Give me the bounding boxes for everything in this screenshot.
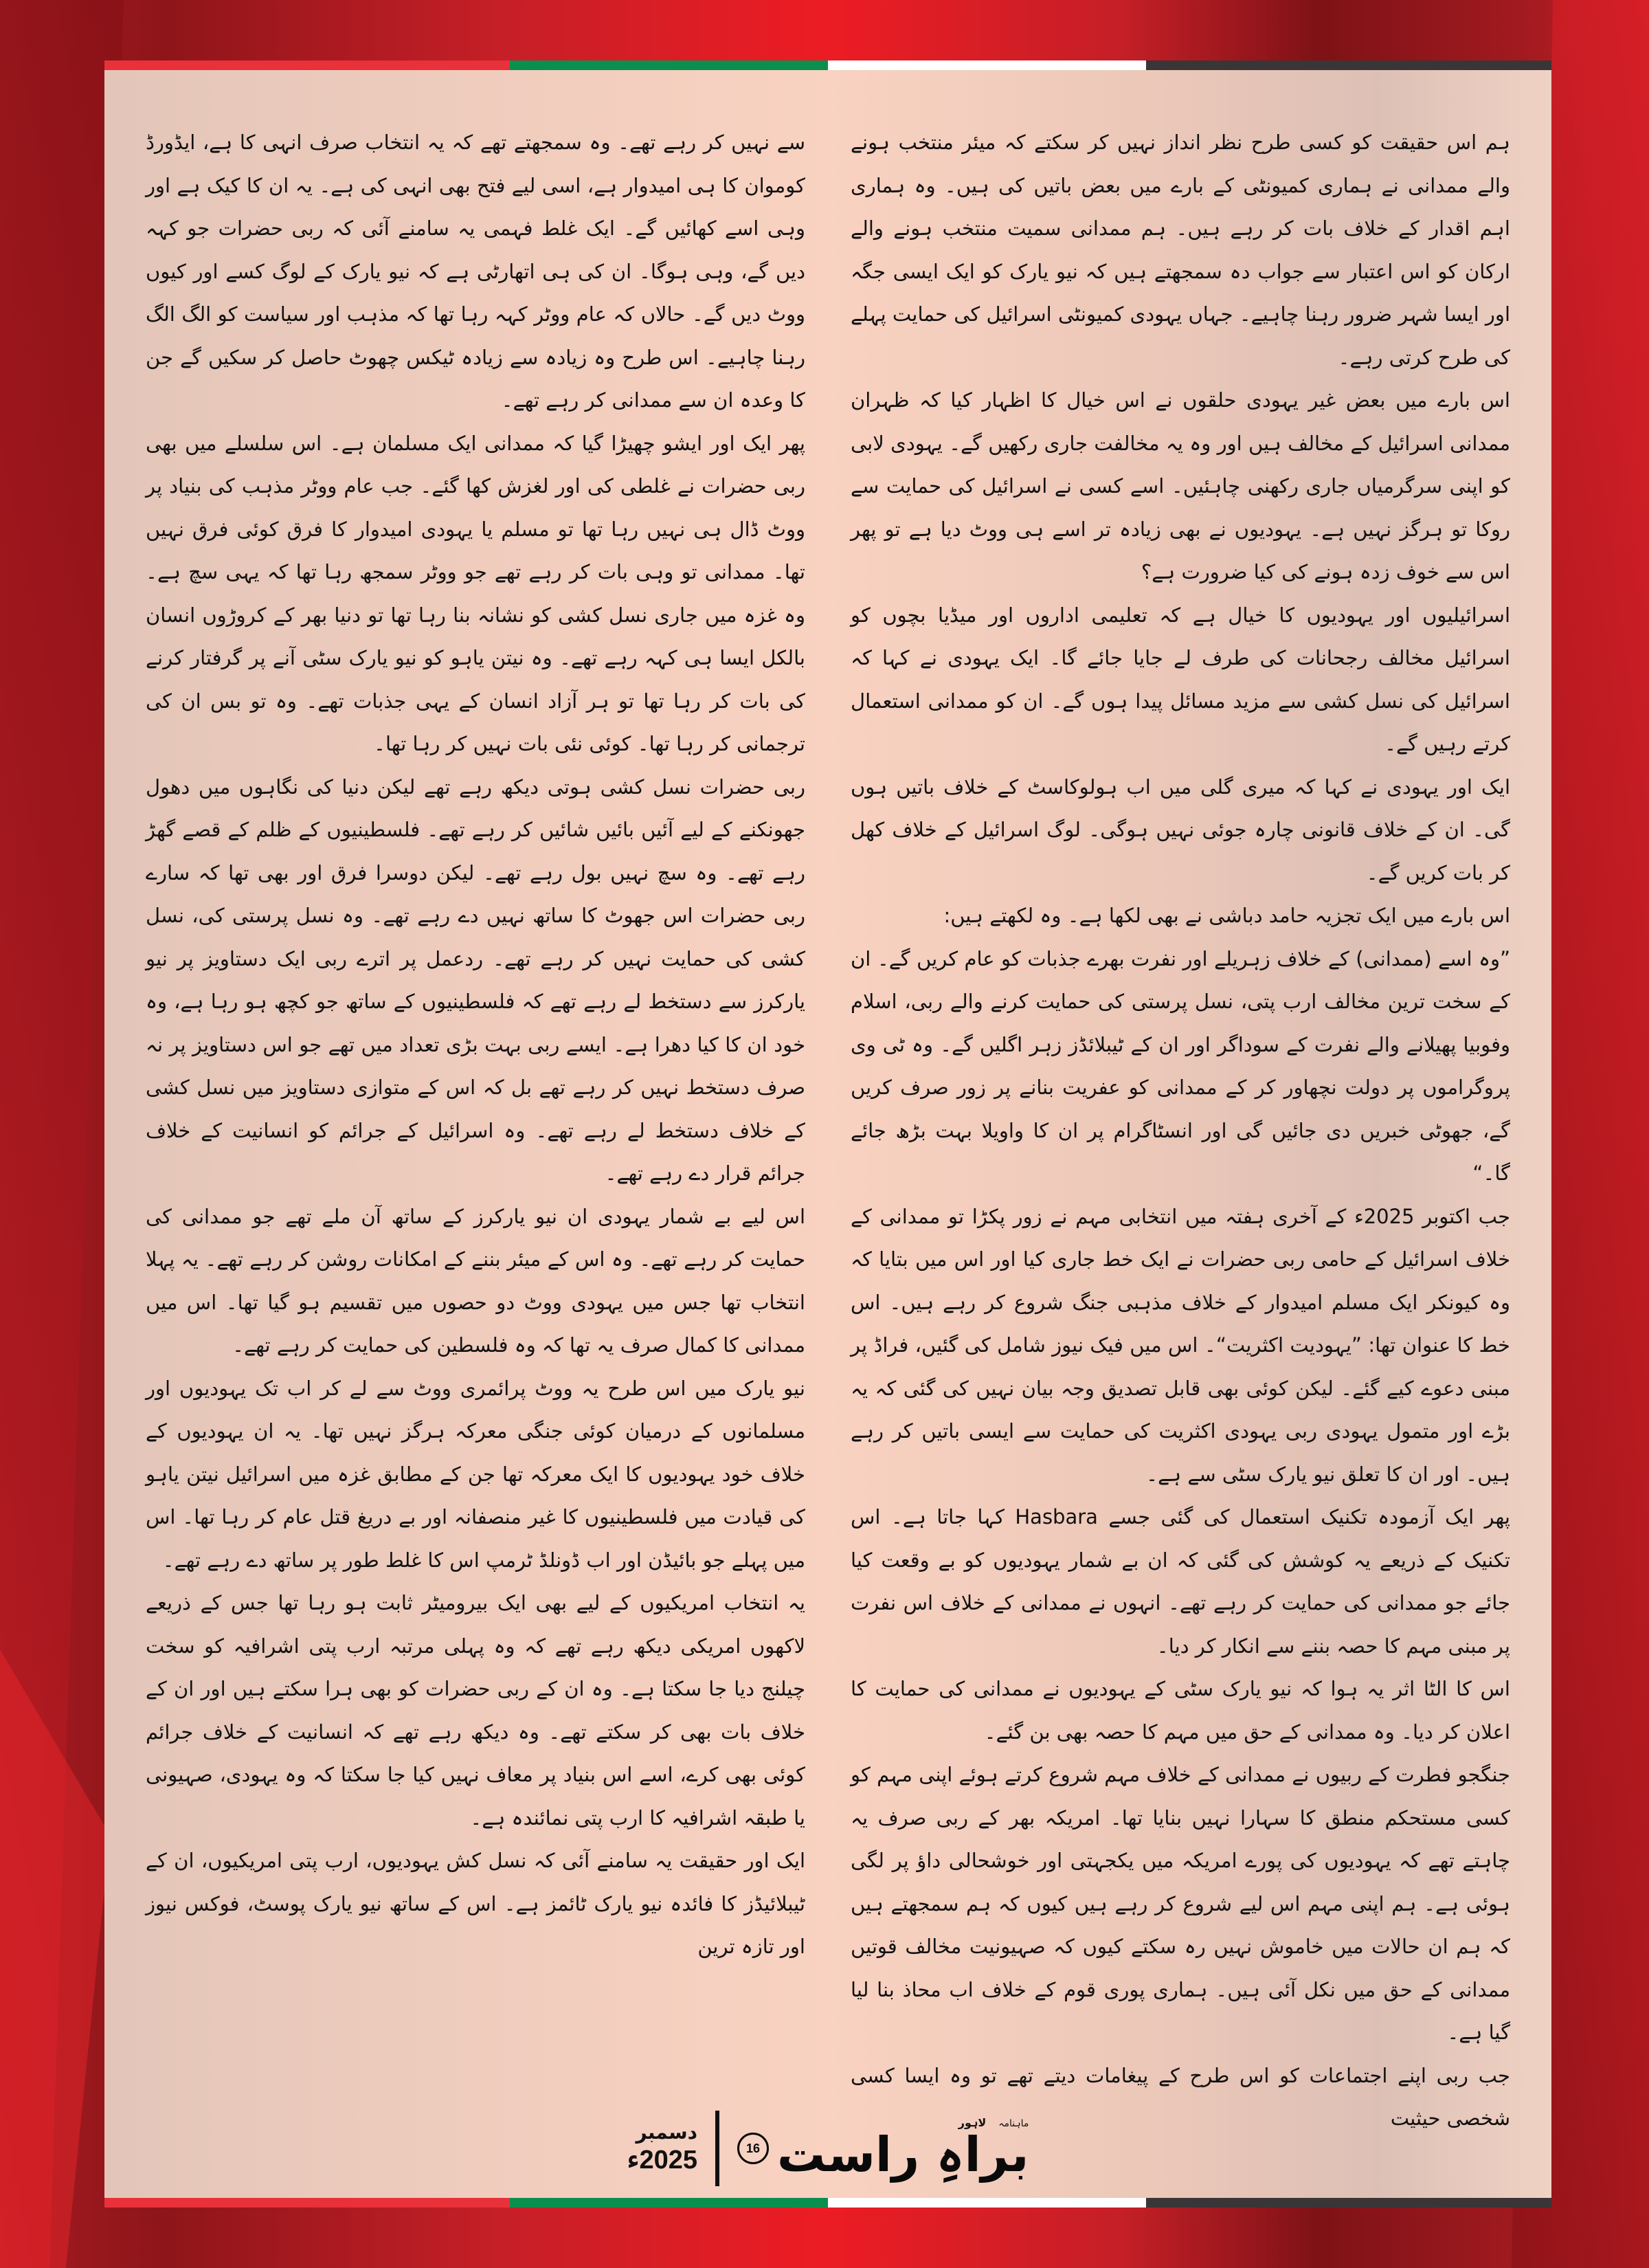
paragraph: اس بارے میں بعض غیر یہودی حلقوں نے اس خیال کا اظہار کیا کہ ظہران ممدانی اسرائیل کے مخالف ہیں اور وہ یہ مخالفت جاری رکھیں گے۔ یہودی لابی کو اپنی سرگرمیاں جاری رکھنی چاہئیں۔ اسے کسی نے اسرائیل کی حمایت سے روکا تو ہرگز نہیں ہے۔ یہودیوں نے بھی زیادہ تر اسے ہی ووٹ دیا ہے تو پھر اس سے خوف زدہ ہونے کی کیا ضرورت ہے؟ — [851, 388, 1510, 583]
masthead-city: لاہور — [958, 2116, 987, 2130]
page-number-badge: 16 — [737, 2133, 769, 2164]
color-bar-white — [828, 2198, 1146, 2208]
color-bar-green — [510, 60, 828, 70]
paragraph: ہم اس حقیقت کو کسی طرح نظر انداز نہیں کر سکتے کہ میئر منتخب ہونے والے ممدانی نے ہماری کمیونٹی کے بارے میں بعض باتیں کی ہیں۔ وہ ہماری اہم اقدار کے خلاف بات کر رہے ہیں۔ ہم ممدانی سمیت منتخب ہونے والے ارکان کو اس اعتبار سے جواب دہ سمجھتے ہیں کہ نیو یارک کو ایک ایسی جگہ اور ایسا شہر ضرور رہنا چاہیے۔ جہاں یہودی کمیونٹی اسرائیل کی حمایت پہلے کی طرح کرتی رہے۔ — [851, 131, 1510, 369]
masthead-tagline: ماہنامہ — [998, 2118, 1029, 2130]
top-color-bar — [104, 60, 1551, 70]
color-bar-white — [828, 60, 1146, 70]
paragraph: جب اکتوبر 2025ء کے آخری ہفتہ میں انتخابی مہم نے زور پکڑا تو ممدانی کے خلاف اسرائیل کے حامی ربی حضرات نے ایک خط جاری کیا اور اس میں بتایا کہ وہ کیونکر ایک مسلم امیدوار کے خلاف مذہبی جنگ شروع کر رہے ہیں۔ اس خط کا عنوان تھا: ”یہودیت اکثریت“۔ اس میں فیک نیوز شامل کی گئیں، فراڈ پر مبنی دعوے کیے گئے۔ لیکن کوئی بھی قابل تصدیق وجہ بیان نہیں کی گئی کہ یہ بڑے اور متمول یہودی ربی یہودی اکثریت کی حمایت سے ایسی باتیں کر رہے ہیں۔ اور ان کا تعلق نیو یارک سٹی سے ہے۔ — [851, 1204, 1510, 1486]
paragraph: ایک اور یہودی نے کہا کہ میری گلی میں اب ہولوکاسٹ کے خلاف باتیں ہوں گی۔ ان کے خلاف قانونی چارہ جوئی نہیں ہوگی۔ لوگ اسرائیل کے خلاف کھل کر بات کریں گے۔ — [851, 775, 1510, 885]
paragraph: یہ انتخاب امریکیوں کے لیے بھی ایک بیرومیٹر ثابت ہو رہا تھا جس کے ذریعے لاکھوں امریکی دیکھ رہے تھے کہ وہ پہلی مرتبہ ارب پتی اشرافیہ کو سخت چیلنج دیا جا سکتا ہے۔ وہ ان کے ربی حضرات کو بھی ہرا سکتے ہیں اور ان کے خلاف بات بھی کر سکتے تھے۔ وہ دیکھ رہے تھے کہ انسانیت کے خلاف جرائم کوئی بھی کرے، اسے اس بنیاد پر معاف نہیں کیا جا سکتا کہ وہ یہودی، صہیونی یا طبقہ اشرافیہ کا ارب پتی نمائندہ ہے۔ — [146, 1591, 805, 1830]
paragraph: پھر ایک اور ایشو چھیڑا گیا کہ ممدانی ایک مسلمان ہے۔ اس سلسلے میں بھی ربی حضرات نے غلطی کی اور لغزش کھا گئے۔ جب عام ووٹر مذہب کی بنیاد پر ووٹ ڈال ہی نہیں رہا تھا تو مسلم یا یہودی امیدوار کا فرق کوئی فرق نہیں تھا۔ ممدانی تو وہی بات کر رہے تھے جو ووٹر سمجھ رہا تھا کہ یہی سچ ہے۔ وہ غزہ میں جاری نسل کشی کو نشانہ بنا رہا تھا تو دنیا بھر کے کروڑوں انسان بالکل ایسا ہی کہہ رہے تھے۔ وہ نیتن یاہو کو نیو یارک سٹی آنے پر گرفتار کرنے کی بات کر رہا تھا تو ہر آزاد انسان کے یہی جذبات تھے۔ وہ تو بس ان کی ترجمانی کر رہا تھا۔ کوئی نئی بات نہیں کر رہا تھا۔ — [146, 431, 805, 755]
paragraph: سے نہیں کر رہے تھے۔ وہ سمجھتے تھے کہ یہ انتخاب صرف انہی کا ہے، ایڈورڈ کوموان کا ہی امیدوار ہے، اسی لیے فتح بھی انہی کی ہے۔ یہ ان کا کیک ہے اور وہی اسے کھائیں گے۔ ایک غلط فہمی یہ سامنے آئی کہ ربی حضرات جو کہہ دیں گے، وہی ہوگا۔ ان کی ہی اتھارٹی ہے کہ نیو یارک کے لوگ کسے اور کیوں ووٹ دیں گے۔ حالاں کہ عام ووٹر کہہ رہا تھا کہ مذہب اور سیاست کو الگ الگ رہنا چاہیے۔ اس طرح وہ زیادہ سے زیادہ ٹیکس چھوٹ حاصل کر سکیں گے جن کا وعدہ ان سے ممدانی کر رہے تھے۔ — [146, 131, 805, 412]
paragraph: پھر ایک آزمودہ تکنیک استعمال کی گئی جسے Hasbara کہا جاتا ہے۔ اس تکنیک کے ذریعے یہ کوشش کی گئی کہ ان بے شمار یہودیوں کو بے وقعت کیا جائے جو ممدانی کی حمایت کر رہے تھے۔ انہوں نے ممدانی کے خلاف اس نفرت پر مبنی مہم کا حصہ بننے سے انکار کر دیا۔ — [851, 1505, 1510, 1658]
color-bar-dark — [1146, 60, 1551, 70]
paragraph: اس لیے بے شمار یہودی ان نیو یارکرز کے ساتھ آن ملے تھے جو ممدانی کی حمایت کر رہے تھے۔ وہ اس کے میئر بننے کے امکانات روشن کر رہے تھے۔ یہ پہلا انتخاب تھا جس میں یہودی ووٹ دو حصوں میں تقسیم ہو گیا تھا۔ اس میں ممدانی کا کمال صرف یہ تھا کہ وہ فلسطین کی حمایت کر رہے تھے۔ — [146, 1204, 805, 1357]
color-bar-dark — [1146, 2198, 1551, 2208]
paragraph: جنگجو فطرت کے ربیوں نے ممدانی کے خلاف مہم شروع کرتے ہوئے اپنی مہم کو کسی مستحکم منطق کا سہارا نہیں بنایا تھا۔ امریکہ بھر کے ربی صرف یہ چاہتے تھے کہ یہودیوں کی پورے امریکہ میں یکجہتی اور خوشحالی داؤ پر لگی ہوئی ہے۔ ہم اپنی مہم اس لیے شروع کر رہے ہیں کیوں کہ ہم سمجھتے ہیں کہ ہم ان حالات میں خاموش نہیں رہ سکتے کیوں کہ صہیونیت مخالف قوتیں ممدانی کے حق میں نکل آئی ہیں۔ ہماری پوری قوم کے خلاف اب محاذ بنا لیا گیا ہے۔ — [851, 1763, 1510, 2044]
paragraph: نیو یارک میں اس طرح یہ ووٹ پرائمری ووٹ سے لے کر اب تک یہودیوں اور مسلمانوں کے درمیان کوئی جنگی معرکہ ہرگز نہیں تھا۔ یہ ان یہودیوں کے خلاف خود یہودیوں کا ایک معرکہ تھا جن کے مطابق غزہ میں اسرائیل نیتن یاہو کی قیادت میں فلسطینیوں کا غیر منصفانہ اور بے دریغ قتل عام کر رہا تھا۔ اس میں پہلے جو بائیڈن اور اب ڈونلڈ ٹرمپ اس کا غلط طور پر ساتھ دے رہے تھے۔ — [146, 1376, 805, 1572]
page-footer — [104, 2100, 1551, 2197]
paragraph: ربی حضرات نسل کشی ہوتی دیکھ رہے تھے لیکن دنیا کی نگاہوں میں دھول جھونکنے کے لیے آئیں بائیں شائیں کر رہے تھے۔ فلسطینیوں کے ظلم کے قصے گھڑ رہے تھے۔ وہ سچ نہیں بول رہے تھے۔ لیکن دوسرا فرق اور بھی تھا کہ سارے ربی حضرات اس جھوٹ کا ساتھ نہیں دے رہے تھے۔ وہ نسل پرستی کی، نسل کشی کی حمایت نہیں کر رہے تھے۔ ردعمل پر اترے ربی ایک دستاویز پر نیو یارکرز سے دستخط لے رہے تھے کہ فلسطینیوں کے ساتھ جو کچھ ہو رہا ہے، وہ خود ان کا کیا دھرا ہے۔ ایسے ربی بہت بڑی تعداد میں تھے جو اس دستاویز پر نہ صرف دستخط نہیں کر رہے تھے بل کہ اس کے متوازی دستاویز میں نسل کشی کے خلاف دستخط لے رہے تھے۔ وہ اسرائیل کے جرائم کو انسانیت کے خلاف جرائم قرار دے رہے تھے۔ — [146, 775, 805, 1185]
bottom-color-bar — [104, 2198, 1551, 2208]
paragraph: ایک اور حقیقت یہ سامنے آئی کہ نسل کش یہودیوں، ارب پتی امریکیوں، ان کے ٹیبلائیڈز کا فائدہ نیو یارک ٹائمز ہے۔ اس کے ساتھ نیو یارک پوسٹ، فوکس نیوز اور تازہ ترین — [146, 1849, 805, 1958]
magazine-page — [104, 60, 1551, 2208]
footer-divider — [715, 2111, 719, 2186]
paragraph: اس کا الٹا اثر یہ ہوا کہ نیو یارک سٹی کے یہودیوں نے ممدانی کی حمایت کا اعلان کر دیا۔ وہ ممدانی کے حق میں مہم کا حصہ بھی بن گئے۔ — [851, 1677, 1510, 1744]
issue-month: دسمبر — [636, 2121, 697, 2144]
paragraph: اسرائیلیوں اور یہودیوں کا خیال ہے کہ تعلیمی اداروں اور میڈیا بچوں کو اسرائیل مخالف رجحانات کی طرف لے جایا جائے گا۔ ایک یہودی نے کہا کہ اسرائیل کی نسل کشی سے مزید مسائل پیدا ہوں گے۔ ان کو ممدانی استعمال کرتے رہیں گے۔ — [851, 603, 1510, 755]
magazine-name: براہِ راست — [776, 2126, 1029, 2183]
issue-date — [627, 2120, 697, 2177]
quote-paragraph: ”وہ اسے (ممدانی) کے خلاف زہریلے اور نفرت بھرے جذبات کو عام کریں گے۔ ان کے سخت ترین مخالف ارب پتی، نسل پرستی کی حمایت کرنے والے ربی، اسلام وفوبیا پھیلانے والے نفرت کے سوداگر اور ان کے ٹیبلائڈز زہر اگلیں گے۔ وہ ٹی وی پروگراموں پر دولت نچھاور کر کے ممدانی کو عفریت بنانے پر زور صرف کریں گے، جھوٹی خبریں دی جائیں گی اور انسٹاگرام پر ان کا واویلا بہت بڑھ جائے گا۔“ — [851, 946, 1510, 1185]
paragraph: جب ربی اپنے اجتماعات کو اس طرح کے پیغامات دیتے تھے تو وہ ایسا کسی شخصی حیثیت — [851, 2063, 1510, 2130]
color-bar-red — [104, 60, 510, 70]
paragraph: اس بارے میں ایک تجزیہ حامد دباشی نے بھی لکھا ہے۔ وہ لکھتے ہیں: — [943, 904, 1510, 927]
magazine-masthead — [737, 2116, 1029, 2183]
masthead-text — [776, 2116, 1029, 2183]
article-column-left — [146, 121, 805, 2087]
background-shard-bottom-left — [0, 1649, 110, 2268]
issue-year: 2025ء — [627, 2146, 697, 2175]
color-bar-red — [104, 2198, 510, 2208]
color-bar-green — [510, 2198, 828, 2208]
